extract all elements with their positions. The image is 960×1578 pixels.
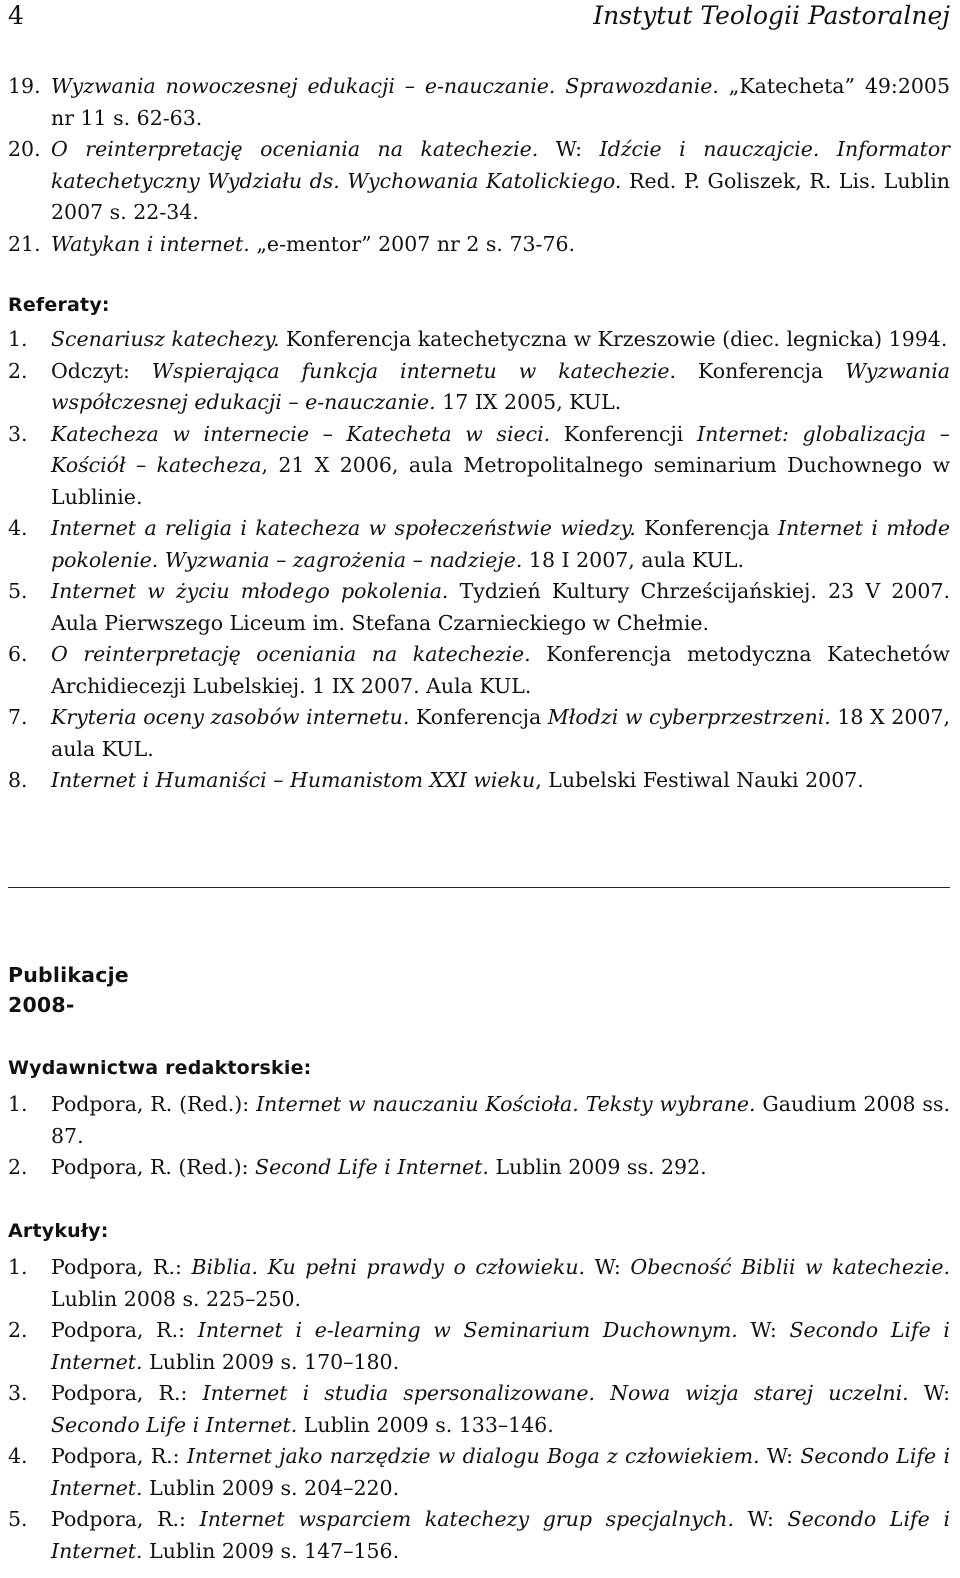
list-item bbox=[8, 419, 950, 514]
item-title-text: Młodzi w cyberprzestrzeni. bbox=[547, 705, 831, 729]
item-number: 19. bbox=[8, 74, 41, 98]
item-title-text: Secondo Life i Internet. bbox=[51, 1412, 298, 1437]
item-number: 5. bbox=[8, 579, 28, 603]
artykuly-list bbox=[8, 1252, 950, 1567]
item-text: W: bbox=[734, 1507, 788, 1531]
list-item bbox=[8, 639, 950, 702]
item-text: Podpora, R. (Red.): bbox=[51, 1092, 257, 1116]
item-title-text: Katecheza w internecie – Katecheta w sieci. bbox=[51, 421, 551, 446]
wydawnictwa-list bbox=[8, 1089, 950, 1184]
item-number: 5. bbox=[8, 1507, 28, 1531]
item-text: 17 IX 2005, KUL. bbox=[435, 390, 622, 414]
item-title-text: Second Life i Internet. bbox=[255, 1155, 489, 1179]
item-title-text: Internet w nauczaniu Kościoła. Teksty wybrane. bbox=[256, 1092, 756, 1116]
item-number: 2. bbox=[8, 1318, 28, 1342]
list-item bbox=[8, 702, 950, 765]
item-text: Konferencji bbox=[550, 421, 697, 446]
item-text: Red. P. Goliszek, R. Lis. Lublin 2007 s. 22-34. bbox=[51, 168, 950, 224]
item-title-text: Internet i młode pokolenie. Wyzwania – zagrożenia – nadzieje. bbox=[51, 516, 950, 572]
list-item bbox=[8, 229, 950, 261]
page-number: 4 bbox=[8, 1, 24, 30]
item-number: 1. bbox=[8, 327, 28, 351]
item-text: Konferencja bbox=[409, 705, 548, 729]
item-text: Podpora, R. (Red.): bbox=[51, 1155, 256, 1179]
item-title-text: Wyzwania nowoczesnej edukacji – e-nauczanie. Sprawozdanie. bbox=[51, 74, 719, 98]
item-number: 2. bbox=[8, 358, 28, 383]
item-text: , 21 X 2006, aula Metropolitalnego seminarium Duchownego w Lublinie. bbox=[51, 453, 950, 509]
item-text: Podpora, R.: bbox=[51, 1444, 187, 1468]
item-number: 21. bbox=[8, 231, 41, 256]
item-number: 1. bbox=[8, 1255, 28, 1279]
list-item bbox=[8, 1441, 950, 1504]
list-item bbox=[8, 1378, 950, 1441]
list-item bbox=[8, 1152, 950, 1184]
publikacje-heading: Publikacje bbox=[8, 963, 129, 987]
item-title-text: Obecność Biblii w katechezie. bbox=[630, 1255, 951, 1279]
referaty-heading: Referaty: bbox=[8, 294, 110, 316]
item-text: Konferencja bbox=[676, 358, 846, 383]
item-title-text: Internet i Humaniści – Humanistom XXI wieku bbox=[51, 768, 536, 792]
item-text: Lublin 2009 s. 204–220. bbox=[142, 1475, 400, 1500]
item-text: , Lubelski Festiwal Nauki 2007. bbox=[535, 768, 864, 792]
list-item bbox=[8, 1089, 950, 1152]
list-item bbox=[8, 765, 950, 797]
item-title-text: Kryteria oceny zasobów internetu. bbox=[51, 705, 410, 729]
item-text: W: bbox=[759, 1444, 801, 1468]
item-title-text: Scenariusz katechezy. bbox=[51, 327, 280, 351]
item-text: „Katecheta” 49:2005 nr 11 s. 62-63. bbox=[51, 74, 950, 130]
list-item bbox=[8, 71, 950, 134]
item-title-text: Secondo Life i Internet. bbox=[51, 1507, 950, 1563]
item-text: Lublin 2009 s. 133–146. bbox=[297, 1412, 554, 1437]
item-text: W: bbox=[908, 1381, 950, 1405]
item-number: 3. bbox=[8, 421, 28, 446]
item-title-text: Internet jako narzędzie w dialogu Boga z człowiekiem. bbox=[186, 1444, 760, 1468]
item-title-text: Biblia. Ku pełni prawdy o człowieku. bbox=[191, 1255, 586, 1279]
item-number: 1. bbox=[8, 1092, 28, 1116]
item-title-text: Wspierająca funkcja internetu w katechezie. bbox=[151, 358, 677, 383]
item-number: 4. bbox=[8, 1444, 28, 1468]
item-text: Tydzień Kultury Chrześcijańskiej. 23 V 2007. Aula Pierwszego Liceum im. Stefana Czarnieckiego w Chełmie. bbox=[51, 579, 951, 635]
item-title-text: Secondo Life i Internet. bbox=[51, 1318, 950, 1374]
previous-list-section bbox=[8, 71, 950, 260]
item-number: 8. bbox=[8, 768, 28, 792]
item-text: W: bbox=[538, 137, 600, 161]
item-title-text: O reinterpretację oceniania na katechezie. bbox=[51, 137, 539, 161]
item-text: W: bbox=[585, 1255, 631, 1279]
artykuly-heading: Artykuły: bbox=[8, 1220, 109, 1242]
artykuly-section bbox=[8, 1216, 950, 1567]
section-divider bbox=[8, 887, 950, 888]
item-title-text: Idźcie i nauczajcie. Informator katechetyczny Wydziału ds. Wychowania Katolickiego. bbox=[51, 137, 950, 193]
item-title-text: Internet wsparciem katechezy grup specjalnych. bbox=[199, 1507, 734, 1531]
referaty-section bbox=[8, 290, 950, 797]
item-text: Podpora, R.: bbox=[51, 1381, 203, 1405]
item-number: 6. bbox=[8, 642, 28, 666]
item-title-text: Secondo Life i Internet. bbox=[51, 1444, 950, 1500]
item-number: 2. bbox=[8, 1155, 28, 1179]
list-item bbox=[8, 1504, 950, 1567]
item-text: W: bbox=[737, 1318, 790, 1342]
item-text: Odczyt: bbox=[51, 358, 152, 383]
list-item bbox=[8, 513, 950, 576]
item-text: Lublin 2009 s. 147–156. bbox=[142, 1538, 400, 1563]
running-head bbox=[8, 0, 950, 32]
item-text: Gaudium 2008 ss. 87. bbox=[51, 1092, 950, 1148]
item-text: Lublin 2008 s. 225–250. bbox=[51, 1286, 302, 1311]
list-item bbox=[8, 356, 950, 419]
wydawnictwa-section bbox=[8, 1053, 950, 1184]
item-text: Konferencja metodyczna Katechetów Archidiecezji Lubelskiej. 1 IX 2007. Aula KUL. bbox=[51, 642, 950, 698]
list-item bbox=[8, 1252, 950, 1315]
list-item bbox=[8, 134, 950, 229]
item-text: Konferencja katechetyczna w Krzeszowie (diec. legnicka) 1994. bbox=[279, 327, 948, 351]
item-title-text: Internet a religia i katecheza w społeczeństwie wiedzy. bbox=[51, 516, 636, 540]
list-item bbox=[8, 1315, 950, 1378]
item-title-text: Internet i studia spersonalizowane. Nowa wizja starej uczelni. bbox=[202, 1381, 909, 1405]
list-item bbox=[8, 324, 950, 356]
running-head-title: Instytut Teologii Pastoralnej bbox=[593, 1, 950, 30]
item-text: Podpora, R.: bbox=[51, 1318, 198, 1342]
item-title-text: O reinterpretację oceniania na katechezie. bbox=[51, 642, 531, 666]
item-text: 18 X 2007, aula KUL. bbox=[51, 705, 950, 761]
item-text: Lublin 2009 ss. 292. bbox=[488, 1155, 707, 1179]
item-text: 18 I 2007, aula KUL. bbox=[522, 547, 745, 572]
item-number: 3. bbox=[8, 1381, 28, 1405]
item-title-text: Internet: globalizacja – Kościół – katecheza bbox=[51, 421, 950, 477]
item-number: 7. bbox=[8, 705, 28, 729]
list-item bbox=[8, 576, 950, 639]
publikacje-section bbox=[8, 960, 950, 1020]
item-text: „e-mentor” 2007 nr 2 s. 73-76. bbox=[249, 231, 576, 256]
previous-list bbox=[8, 71, 950, 260]
item-text: Lublin 2009 s. 170–180. bbox=[142, 1349, 400, 1374]
referaty-list bbox=[8, 324, 950, 797]
item-number: 20. bbox=[8, 137, 41, 161]
item-number: 4. bbox=[8, 516, 28, 540]
wydawnictwa-heading: Wydawnictwa redaktorskie: bbox=[8, 1057, 312, 1079]
publikacje-period: 2008- bbox=[8, 993, 75, 1017]
item-text: Podpora, R.: bbox=[51, 1255, 192, 1279]
item-title-text: Wyzwania współczesnej edukacji – e-nauczanie. bbox=[51, 358, 950, 414]
item-text: Konferencja bbox=[635, 516, 778, 540]
item-title-text: Internet w życiu młodego pokolenia. bbox=[51, 579, 449, 603]
item-title-text: Internet i e-learning w Seminarium Duchownym. bbox=[197, 1318, 738, 1342]
item-title-text: Watykan i internet. bbox=[51, 231, 250, 256]
item-text: Podpora, R.: bbox=[51, 1507, 200, 1531]
